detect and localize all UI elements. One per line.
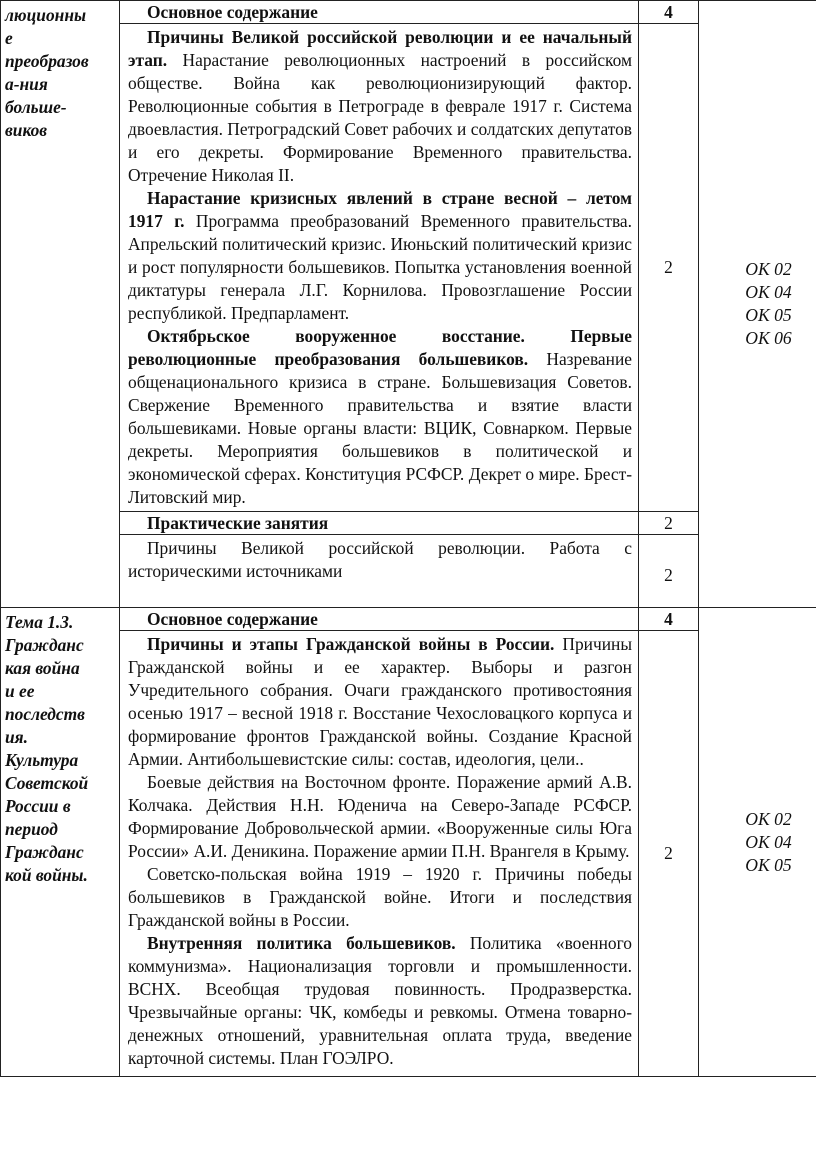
content-cell-1 xyxy=(120,24,639,512)
topic-cell-1 xyxy=(1,1,120,608)
paragraph: Внутренняя политика большевиков. Политика «военного коммунизма». Национализация торговли и промышленности. ВСНХ. Всеобщая трудовая повинность. Продразверстка. Чрезвычайные органы: ЧК, комбеды и ревкомы. Отмена товарно-денежных отношений, уравнительная оплата труда, введение карточной системы. План ГОЭЛРО. xyxy=(128,933,633,1068)
topic-line: и ее xyxy=(5,681,35,701)
topic-line: период xyxy=(5,819,58,839)
paragraph: Причины Великой российской революции и ее начальный этап. Нарастание революционных настроений в российском обществе. Война как революционизирующий фактор. Революционные события в Петрограде в феврале 1917 г. Система двоевластия. Петроградский Совет рабочих и солдатских депутатов и его декреты. Формирование Временного правительства. Отречение Николая II. xyxy=(128,27,632,185)
practice-cell xyxy=(120,535,639,608)
competency: ОК 05 xyxy=(745,854,792,875)
main-hours: 4 xyxy=(639,1,699,24)
topic-line: люционны xyxy=(5,5,87,25)
paragraph: Октябрьское вооруженное восстание. Первые революционные преобразования большевиков. Назревание общенационального кризиса в стране. Большевизация Советов. Свержение Временного правительства и взятие власти большевиками. Новые органы власти: ВЦИК, Совнарком. Первые декреты. Мероприятия большевиков в политической и экономической сферах. Конституция РСФСР. Декрет о мире. Брест-Литовский мир. xyxy=(128,326,632,507)
competency: ОК 02 xyxy=(745,808,792,829)
topic-line: виков xyxy=(5,120,48,140)
paragraph: Причины и этапы Гражданской войны в России. Причины Гражданской войны и ее характер. Выборы и разгон Учредительного собрания. Очаги гражданского противостояния осенью 1917 – весной 1918 г. Восстание Чехословацкого корпуса и формирование фронтов Гражданской войны. Создание Красной Армии. Антибольшевистские силы: состав, идеология, цели.. xyxy=(128,634,632,769)
topic-cell-2 xyxy=(1,608,120,1077)
topic-line: последств xyxy=(5,704,85,724)
topic-line: а-ния xyxy=(5,74,48,94)
topic-line: Советской xyxy=(5,773,89,793)
topic-line: преобразов xyxy=(5,51,89,71)
competency: ОК 04 xyxy=(745,831,792,852)
competency: ОК 02 xyxy=(745,259,792,279)
practice-header: Практические занятия xyxy=(120,512,639,535)
practice-hours: 2 xyxy=(639,512,699,535)
content-hours: 2 xyxy=(639,631,699,1077)
main-content-header: Основное содержание xyxy=(120,608,639,631)
paragraph: Боевые действия на Восточном фронте. Поражение армий А.В. Колчака. Действия Н.Н. Юденича на Северо-Западе РСФСР. Формирование Добровольческой армии. «Вооруженные силы Юга России» А.И. Деникина. Поражение армии П.Н. Врангеля в Крыму. xyxy=(128,772,632,861)
competency: ОК 06 xyxy=(745,328,792,348)
practice-text-hours: 2 xyxy=(639,535,699,608)
content-cell-2 xyxy=(120,631,639,1077)
topic-line: е xyxy=(5,28,13,48)
main-hours: 4 xyxy=(639,608,699,631)
content-hours: 2 xyxy=(639,24,699,512)
competencies-cell-2 xyxy=(699,608,816,1077)
topic-line: Тема 1.3. xyxy=(5,612,74,632)
topic-line: больше- xyxy=(5,97,67,117)
topic-line: Гражданс xyxy=(5,635,84,655)
topic-line: Гражданс xyxy=(5,842,84,862)
competency: ОК 05 xyxy=(745,305,792,325)
competencies-cell-1 xyxy=(699,1,816,608)
paragraph: Нарастание кризисных явлений в стране весной – летом 1917 г. Программа преобразований Временного правительства. Апрельский политический кризис. Июньский политический кризис и рост популярности большевиков. Попытка установления военной диктатуры генерала Л.Г. Корнилова. Провозглашение России республикой. Предпарламент. xyxy=(128,188,632,323)
competency: ОК 04 xyxy=(745,282,792,302)
topic-line: кой войны. xyxy=(5,865,88,885)
topic-line: России в xyxy=(5,796,71,816)
topic-line: Культура xyxy=(5,750,79,770)
topic-line: ия. xyxy=(5,727,28,747)
main-content-header: Основное содержание xyxy=(120,1,639,24)
practice-text: Причины Великой российской революции. Работа с историческими источниками xyxy=(128,538,632,581)
topic-line: кая война xyxy=(5,658,80,678)
paragraph: Советско-польская война 1919 – 1920 г. Причины победы большевиков в Гражданской войне. Итоги и последствия Гражданской войны в России. xyxy=(128,864,632,930)
